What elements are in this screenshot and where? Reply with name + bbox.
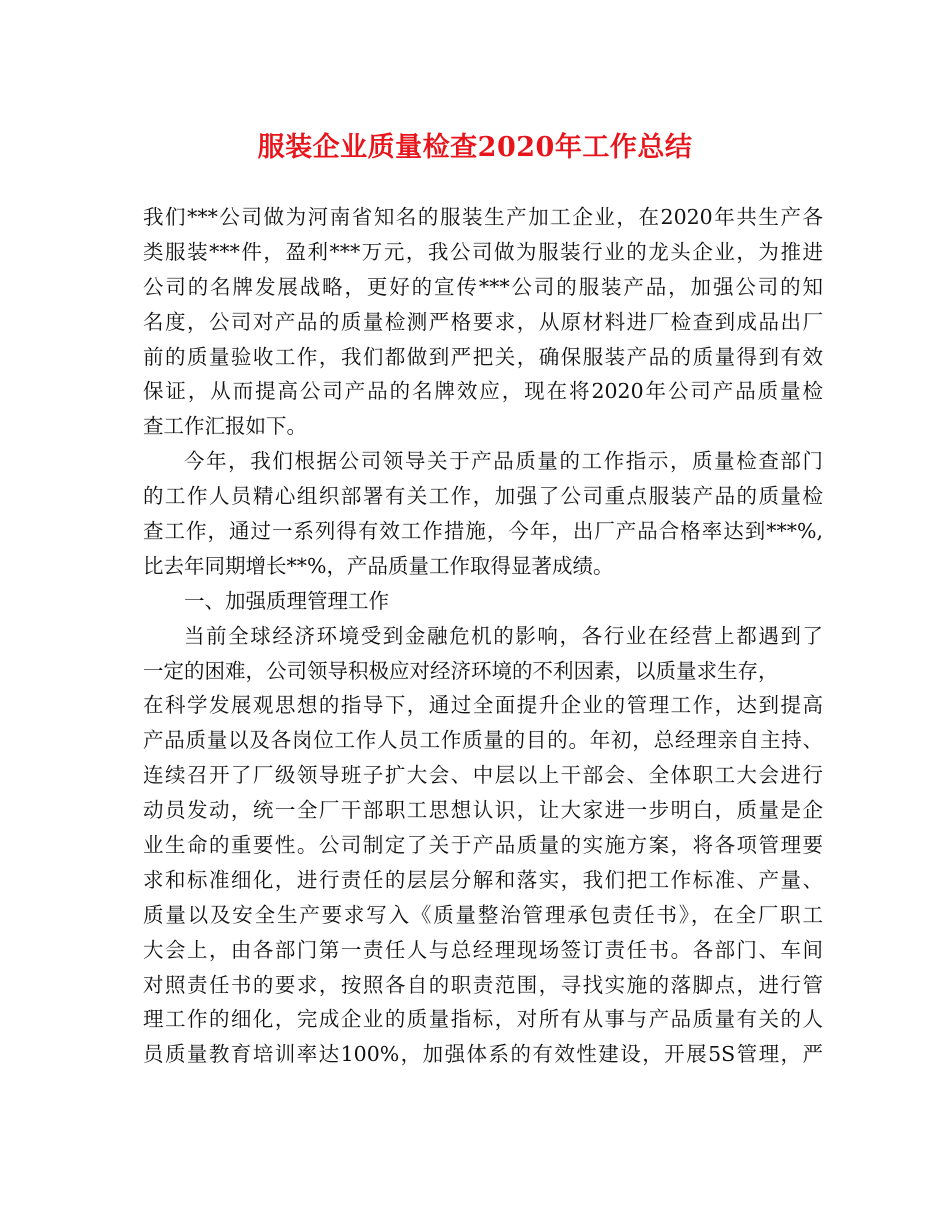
body-line: 当前全球经济环境受到金融危机的影响，各行业在经营上都遇到了 <box>184 623 823 648</box>
body-line: 名度，公司对产品的质量检测严格要求，从原材料进厂检查到成品出厂 <box>143 309 823 334</box>
body-line: 我们***公司做为河南省知名的服装生产加工企业，在2020年共生产各 <box>143 205 823 229</box>
body-line: 一定的困难，公司领导积极应对经济环境的不利因素，以质量求生存， <box>143 658 779 683</box>
body-line: 大会上，由各部门第一责任人与总经理现场签订责任书。各部门、车间 <box>143 937 823 962</box>
body-line: 业生命的重要性。公司制定了关于产品质量的实施方案，将各项管理要 <box>143 833 823 858</box>
body-line: 的工作人员精心组织部署有关工作，加强了公司重点服装产品的质量检 <box>143 484 823 509</box>
body-line: 对照责任书的要求，按照各自的职责范围，寻找实施的落脚点，进行管 <box>143 972 823 997</box>
document-body <box>143 200 823 1072</box>
body-line: 比去年同期增长**%，产品质量工作取得显著成绩。 <box>143 553 614 578</box>
body-line: 员质量教育培训率达100%，加强体系的有效性建设，开展5S管理，严 <box>143 1042 823 1067</box>
body-line: 连续召开了厂级领导班子扩大会、中层以上干部会、全体职工大会进行 <box>143 763 823 788</box>
body-line: 类服装***件，盈利***万元，我公司做为服装行业的龙头企业，为推进 <box>143 239 823 264</box>
body-line: 今年，我们根据公司领导关于产品质量的工作指示，质量检查部门 <box>184 449 823 474</box>
body-line: 前的质量验收工作，我们都做到严把关，确保服装产品的质量得到有效 <box>143 344 823 369</box>
body-line: 在科学发展观思想的指导下，通过全面提升企业的管理工作，达到提高 <box>143 693 823 718</box>
body-line: 保证，从而提高公司产品的名牌效应，现在将2020年公司产品质量检 <box>143 379 823 404</box>
body-line: 公司的名牌发展战略，更好的宣传***公司的服装产品，加强公司的知 <box>143 274 823 299</box>
body-line: 理工作的细化，完成企业的质量指标，对所有从事与产品质量有关的人 <box>143 1007 823 1032</box>
body-line: 查工作，通过一系列得有效工作措施，今年，出厂产品合格率达到***%, <box>143 519 823 544</box>
body-line: 查工作汇报如下。 <box>143 414 307 439</box>
body-line: 产品质量以及各岗位工作人员工作质量的目的。年初，总经理亲自主持、 <box>143 728 823 753</box>
body-line: 动员发动，统一全厂干部职工思想认识，让大家进一步明白，质量是企 <box>143 798 823 823</box>
body-line: 质量以及安全生产要求写入《质量整治管理承包责任书》，在全厂职工 <box>143 902 823 927</box>
body-line: 一、加强质理管理工作 <box>184 588 389 613</box>
document-title: 服装企业质量检查2020年工作总结 <box>257 132 693 163</box>
body-line: 求和标准细化，进行责任的层层分解和落实，我们把工作标准、产量、 <box>143 867 823 892</box>
